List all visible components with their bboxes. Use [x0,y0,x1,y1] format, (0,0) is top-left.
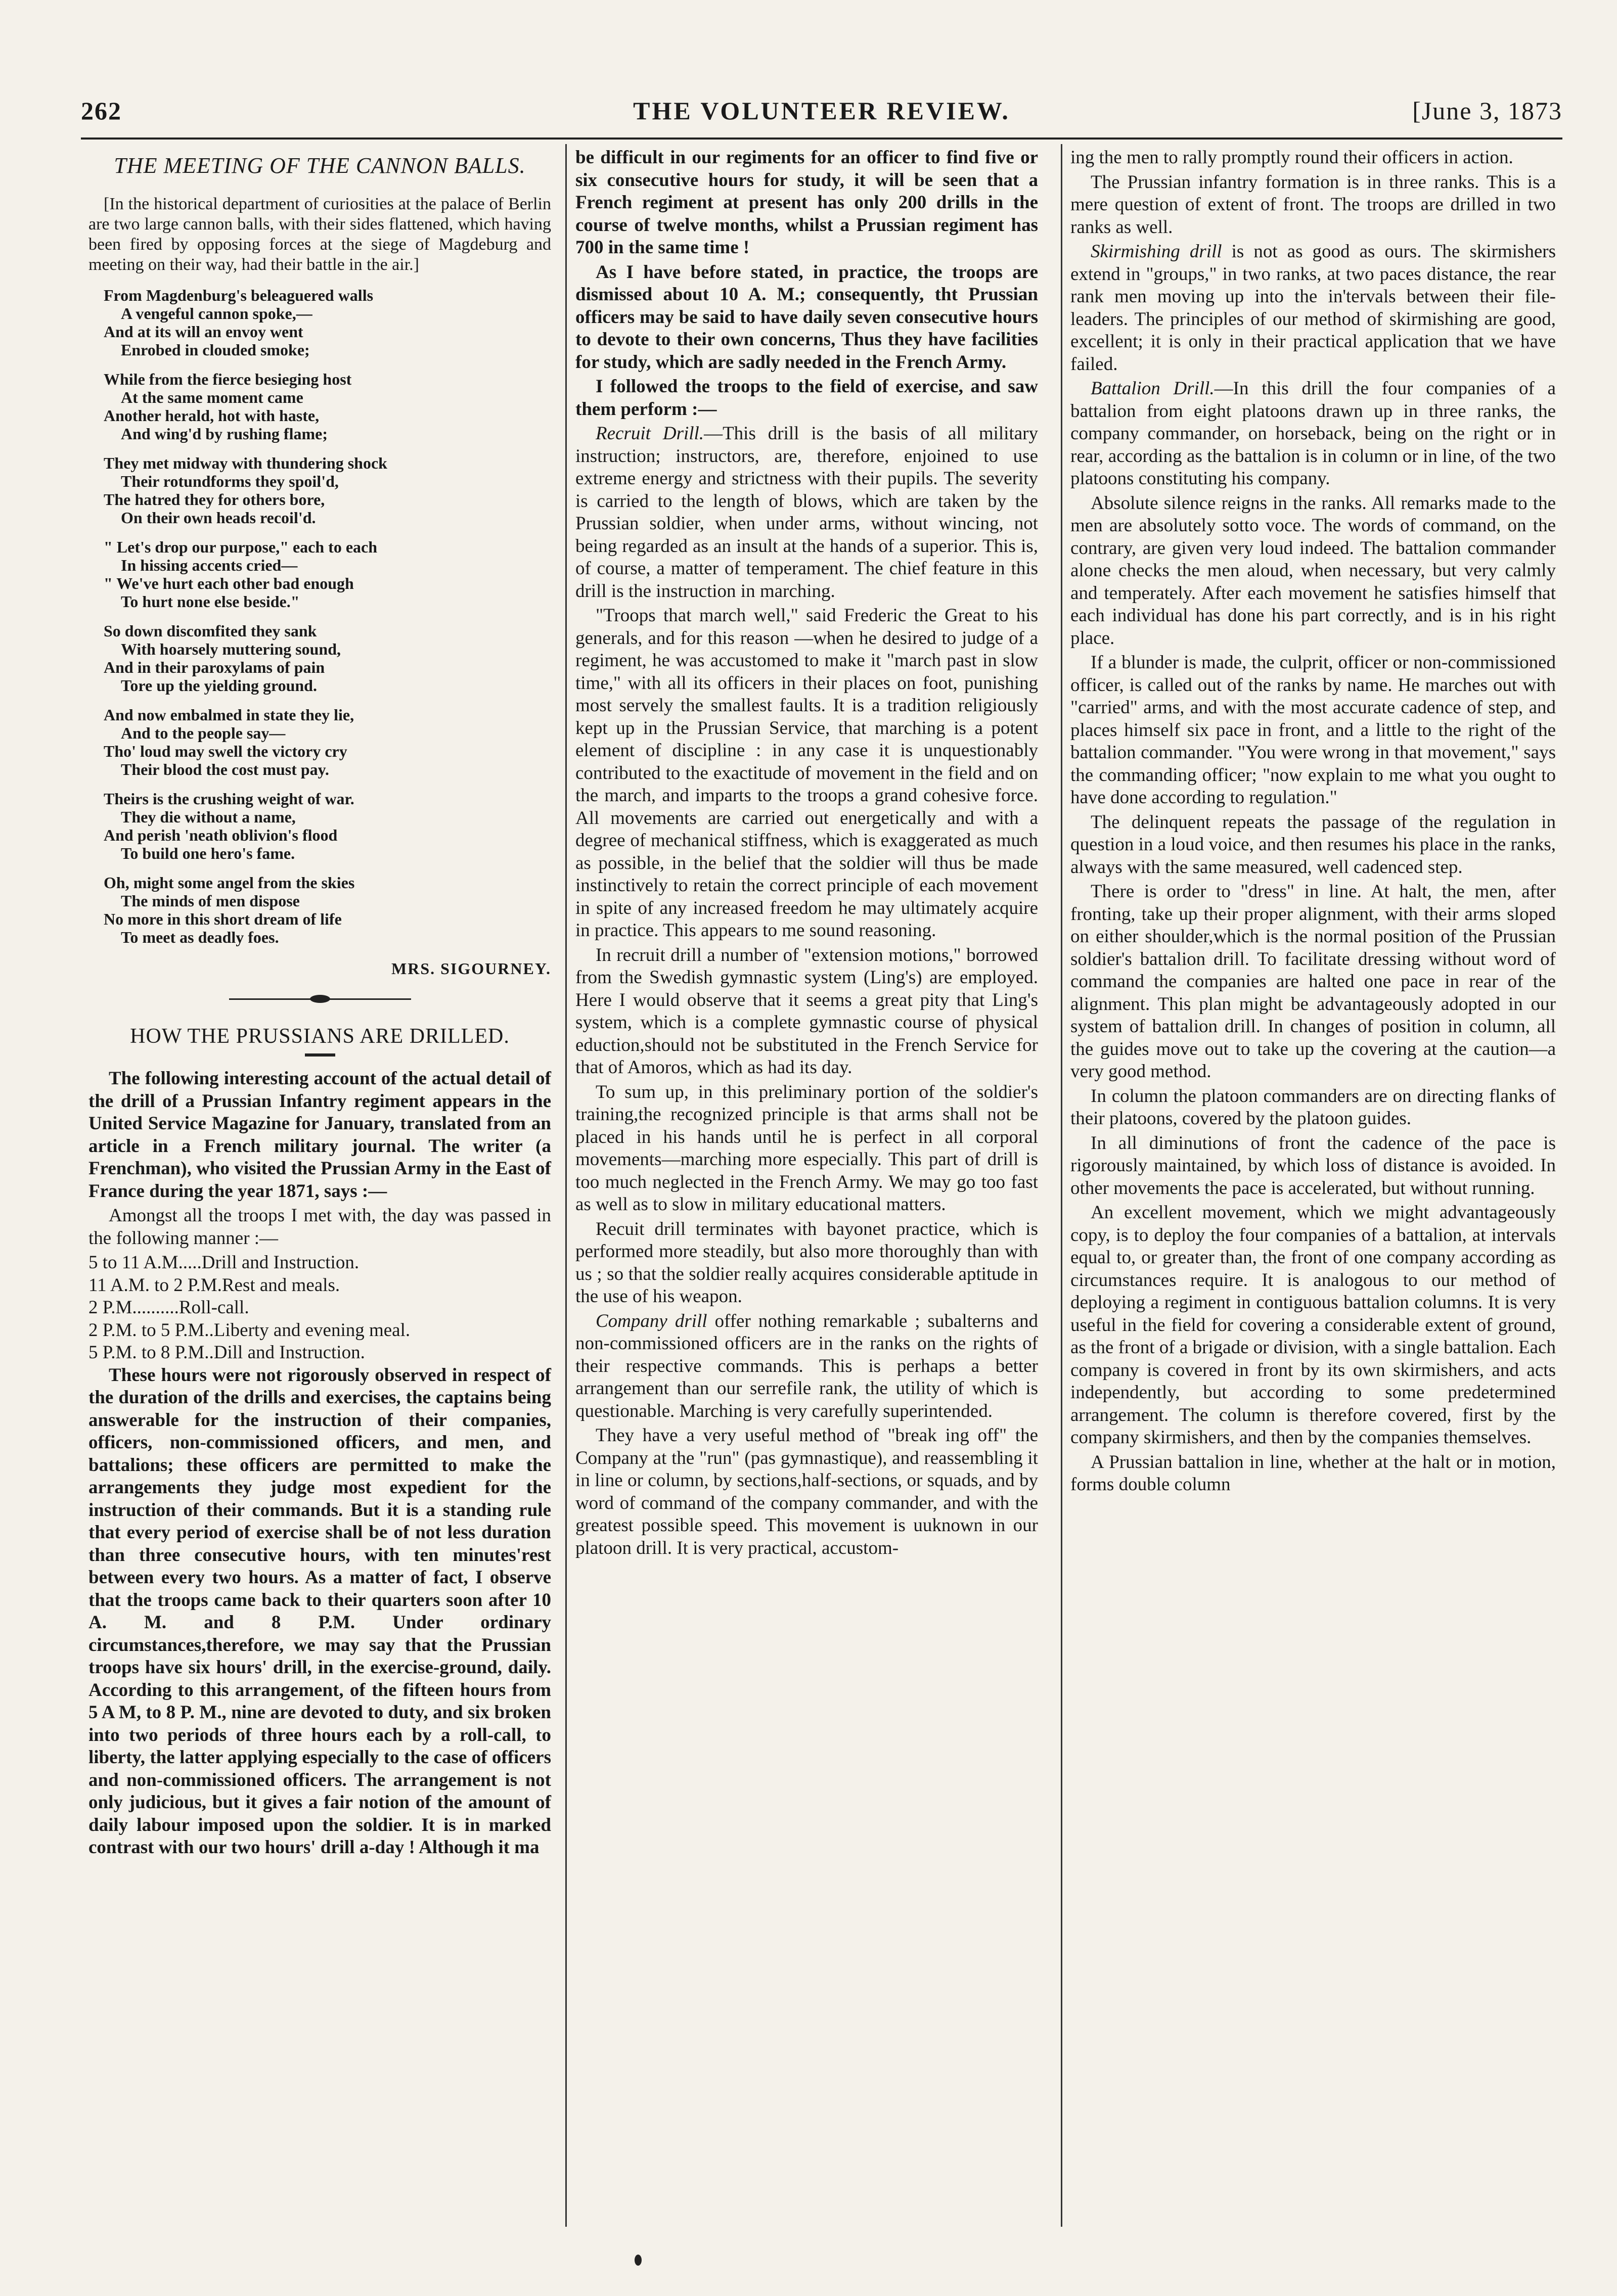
poem-line: The hatred they for others bore, [104,490,325,509]
poem-stanza [104,622,551,695]
poem-line: To meet as deadly foes. [121,928,279,946]
article-paragraph [1070,378,1556,490]
poem-line: To hurt none else beside." [121,592,300,611]
poem-line: The minds of men dispose [121,892,300,910]
poem-line: So down discomfited they sank [104,622,317,640]
article-paragraph [575,423,1038,603]
publication-title: THE VOLUNTEER REVIEW. [633,97,1010,125]
subheading-recruit-drill: Recruit Drill. [596,423,704,444]
subheading-skirmishing-drill: Skirmishing drill [1091,241,1222,262]
paragraph-text: —In this drill the four companies of a battalion from eight platoons drawn up in three ranks, the company commander, on horseback, being on the right or in rear, according as the battalion is in column or in line, of the two platoons constituting his company. [1070,378,1556,489]
column-1 [88,147,551,1861]
poem-line: And to the people say— [121,724,286,742]
article-paragraph [1070,241,1556,376]
poem-line: A vengeful cannon spoke,— [121,304,312,323]
poem-line: Tore up the yielding ground. [121,676,317,695]
schedule-line: 11 A.M. to 2 P.M.Rest and meals. [88,1274,340,1296]
section-divider [229,998,411,1000]
poem-line: And now embalmed in state they lie, [104,706,354,724]
poem-line: And perish 'neath oblivion's flood [104,826,338,844]
paragraph-text: is not as good as ours. The skirmishers extend in "groups," in two ranks, at two paces distance, the rear rank men moving up into the in'tervals between their file-leaders. The principles of our method of skirmishing are good, excellent; it is only in their practical application that we have failed. [1070,241,1556,375]
poem-line: Theirs is the crushing weight of war. [104,790,354,808]
schedule-line: 5 P.M. to 8 P.M..Dill and Instruction. [88,1342,365,1363]
schedule-line: 2 P.M..........Roll-call. [88,1297,249,1318]
subheading-company-drill: Company drill [596,1310,707,1331]
schedule-line: 5 to 11 A.M.....Drill and Instruction. [88,1252,360,1273]
article-paragraph: As I have before stated, in practice, the troops are dismissed about 10 A. M.; consequently, tht Prussian officers may be said to have daily seven consecutive hours to devote to their own concerns, Thus they have facilities for study, which are sadly needed in the French Army. [575,261,1038,373]
poem-line: And wing'd by rushing flame; [121,425,328,443]
article-title: HOW THE PRUSSIANS ARE DRILLED. [130,1024,510,1048]
article-paragraph: A Prussian battalion in line, whether at the halt or in motion, forms double column [1070,1451,1556,1495]
column-2 [575,147,1038,1562]
article-paragraph: There is order to "dress" in line. At halt, the men, after fronting, take up their proper alignment, with their arms sloped on either shoulder,which is the normal position of the Prussian soldier's battalion drill. To facilitate dressing without word of command the companies are halted one pace in rear of the alignment. This plan might be advantageously adopted in our system of battalion drill. In changes of position in column, all the guides move out to take up the covering at the caution—a very good method. [1070,881,1556,1082]
poem-line: From Magdenburg's beleaguered walls [104,286,374,304]
article-paragraph: If a blunder is made, the culprit, officer or non-commissioned officer, is called out of the ranks by name. He marches out with "carried" arms, and with the most accurate cadence of step, and places himself six pace in front, and a little to the right of the battalion commander. "You were wrong in that movement," says the commanding officer; "now explain to me what you ought to have done according to regulation." [1070,652,1556,808]
article-paragraph: To sum up, in this preliminary portion of the soldier's training,the recognized principle is that arms shall not be placed in his hands until he is perfect in all corporal movements—marching more especially. This part of drill is too much neglected in the French Army. We may go too fast as well as to slow in military educational matters. [575,1081,1038,1215]
article-paragraph: Absolute silence reigns in the ranks. All remarks made to the men are absolutely sotto voce. The words of command, on the contrary, are given very loud indeed. The battalion commander alone checks the men aloud, when necessary, but very calmly and temperately. After each movement he satisfies himself that each individual has done his part correctly, and is in his right place. [1070,492,1556,649]
header-rule [81,137,1562,140]
poem-author: MRS. SIGOURNEY. [391,959,551,978]
article-paragraph: I followed the troops to the field of exercise, and saw them perform :— [575,376,1038,420]
article-paragraph: The Prussian infantry formation is in three ranks. This is a mere question of extent of front. The troops are drilled in two ranks as well. [1070,171,1556,238]
article-paragraph: The delinquent repeats the passage of the regulation in question in a loud voice, and then resumes his place in the ranks, always with the same measured, well cadenced step. [1070,811,1556,878]
poem-line: In hissing accents cried— [121,556,298,574]
column-divider [565,144,567,2227]
poem-line: No more in this short dream of life [104,910,342,928]
article-paragraph: "Troops that march well," said Frederic the Great to his generals, and for this reason —when he desired to judge of a regiment, he was accustomed to make it "march past in slow time," with all its officers in their places on foot, punishing most servely the smallest faults. It is a tradition religiously kept up in the Prussian Service, that marching is a potent element of discipline : in any case it is unquestionably contributed to the exactitude of movement in the field and on the march, and imparts to the troops a grand cohesive force. All movements are carried out energetically and with a degree of mechanical stiffness, which is exaggerated as much as possible, in the belief that the soldier will thus be made instinctively to retain the correct principle of each movement in spite of any increased freedom he may ultimately acquire in practice. This appears to me sound reasoning. [575,605,1038,941]
article-paragraph: be difficult in our regiments for an officer to find five or six consecutive hours for study, it will be seen that a French regiment at present has only 200 drills in the course of twelve months, whilst a Prussian regiment has 700 in the same time ! [575,147,1038,258]
poem-stanza [104,790,551,862]
poem-line: They met midway with thundering shock [104,454,387,472]
article-paragraph: Amongst all the troops I met with, the day was passed in the following manner :— [88,1205,551,1249]
poem-line: To build one hero's fame. [121,844,295,862]
poem-intro: [In the historical department of curiosities at the palace of Berlin are two large cannon balls, with their sides flattened, which having been fired by opposing forces at the siege of Magdeburg and meeting on their way, had their battle in the air.] [88,195,551,274]
paragraph-text: —This drill is the basis of all military instruction; instructors, are, therefore, enjoined to use extreme energy and strictness with their pupils. The severity is carried to the length of blows, which are taken by the Prussian soldier, when under arms, without wincing, not being regarded as an insult at the hands of a superior. This is, of course, a matter of temperament. The chief feature in this drill is the instruction in marching. [575,423,1038,602]
article-paragraph: The following interesting account of the actual detail of the drill of a Prussian Infantry regiment appears in the United Service Magazine for January, translated from an article in a French military journal. The writer (a Frenchman), who visited the Prussian Army in the East of France during the year 1871, says :— [88,1068,551,1202]
article-paragraph: In recruit drill a number of "extension motions," borrowed from the Swedish gymnastic system (Ling's) are employed. Here I would observe that it seems a great pity that Ling's system, which is a complete gymnastic course of physical eduction,should not be substituted in the French Service for that of Amoros, which as had its day. [575,944,1038,1078]
paragraph-text: offer nothing remarkable ; subalterns and non-commissioned officers are in the ranks on the rights of their respective commands. This is perhaps a better arrangement than our serrefile rank, the utility of which is questionable. Marching is very carefully superintended. [575,1310,1038,1421]
title-rule [305,1053,335,1057]
poem-line: At the same moment came [121,388,303,406]
column-3 [1070,147,1556,1498]
schedule-line: 2 P.M. to 5 P.M..Liberty and evening meal. [88,1319,411,1341]
poem-line: On their own heads recoil'd. [121,509,316,527]
poem-line: " We've hurt each other bad enough [104,574,354,592]
poem-line: Another herald, hot with haste, [104,406,320,425]
poem-line: With hoarsely muttering sound, [121,640,341,658]
column-divider [1061,144,1062,2227]
poem-stanza [104,874,551,946]
issue-date: [June 3, 1873 [1412,97,1562,125]
poem-line: And at its will an envoy went [104,323,303,341]
poem-line: And in their paroxylams of pain [104,658,325,676]
article-paragraph: An excellent movement, which we might advantageously copy, is to deploy the four companies of a battalion, at intervals equal to, or greater than, the front of one company according as circumstances require. It is analogous to our method of deploying a regiment in contiguous battalion columns. It is very useful in the field for covering a considerable extent of ground, as the front of a brigade or division, with a single battalion. Each company is covered in front by its own skirmishers, and acts independently, but according to some predetermined arrangement. The column is therefore covered, first by the company skirmishers, and then by the companies themselves. [1070,1202,1556,1448]
print-mark [635,2255,642,2266]
subheading-battalion-drill: Battalion Drill. [1091,378,1215,399]
poem-line: " Let's drop our purpose," each to each [104,538,378,556]
poem-stanza [104,370,551,443]
article-paragraph: In all diminutions of front the cadence of the pace is rigorously maintained, by which loss of distance is avoided. In other movements the pace is accelerated, but without running. [1070,1132,1556,1199]
poem-line: Enrobed in clouded smoke; [121,341,310,359]
poem-stanza [104,454,551,527]
poem-line: Tho' loud may swell the victory cry [104,742,347,760]
poem-line: Their blood the cost must pay. [121,760,329,778]
poem-line: While from the fierce besieging host [104,370,352,388]
article-paragraph: These hours were not rigorously observed in respect of the duration of the drills and exercises, the captains being answerable for the instruction of their companies, officers, non-commissioned officers, and men, and battalions; these officers are permitted to make the arrangements they judge most expedient for the instruction of their commands. But it is a standing rule that every period of exercise shall be of not less duration than three consecutive hours, with ten minutes'rest between every two hours. As a matter of fact, I observe that the troops came back to their quarters soon after 10 A. M. and 8 P.M. Under ordinary circumstances,therefore, we may say that the Prussian troops have six hours' drill, in the exercise-ground, daily. According to this arrangement, of the fifteen hours from 5 A M, to 8 P. M., nine are devoted to duty, and six broken into two periods of three hours each by a roll-call, to liberty, the latter applying especially to the case of officers and non-commissioned officers. The arrangement is not only judicious, but it gives a fair notion of the amount of daily labour imposed upon the soldier. It is in marked contrast with our two hours' drill a-day ! Although it ma [88,1364,551,1858]
article-paragraph: ing the men to rally promptly round their officers in action. [1070,147,1513,168]
poem-stanza [104,286,551,359]
poem-title: THE MEETING OF THE CANNON BALLS. [114,153,526,178]
article-paragraph: Recuit drill terminates with bayonet practice, which is performed more steadily, but also more thoroughly than with us ; so that the soldier really acquires considerable aptitude in the use of his weapon. [575,1218,1038,1307]
poem-line: Oh, might some angel from the skies [104,874,355,892]
poem-stanza [104,706,551,778]
poem-stanza [104,538,551,611]
article-paragraph [575,1310,1038,1423]
article-paragraph: In column the platoon commanders are on directing flanks of their platoons, covered by the platoon guides. [1070,1085,1556,1129]
poem-line: Their rotundforms they spoil'd, [121,472,339,490]
page-header [81,81,1562,131]
article-paragraph: They have a very useful method of "break ing off" the Company at the "run" (pas gymnastique), and reassembling it in line or column, by sections,half-sections, or squads, and by word of command of the company commander, and with the greatest possible speed. This movement is uuknown in our platoon drill. It is very practical, accustom- [575,1425,1038,1558]
poem-line: They die without a name, [121,808,296,826]
page-number: 262 [81,97,122,125]
